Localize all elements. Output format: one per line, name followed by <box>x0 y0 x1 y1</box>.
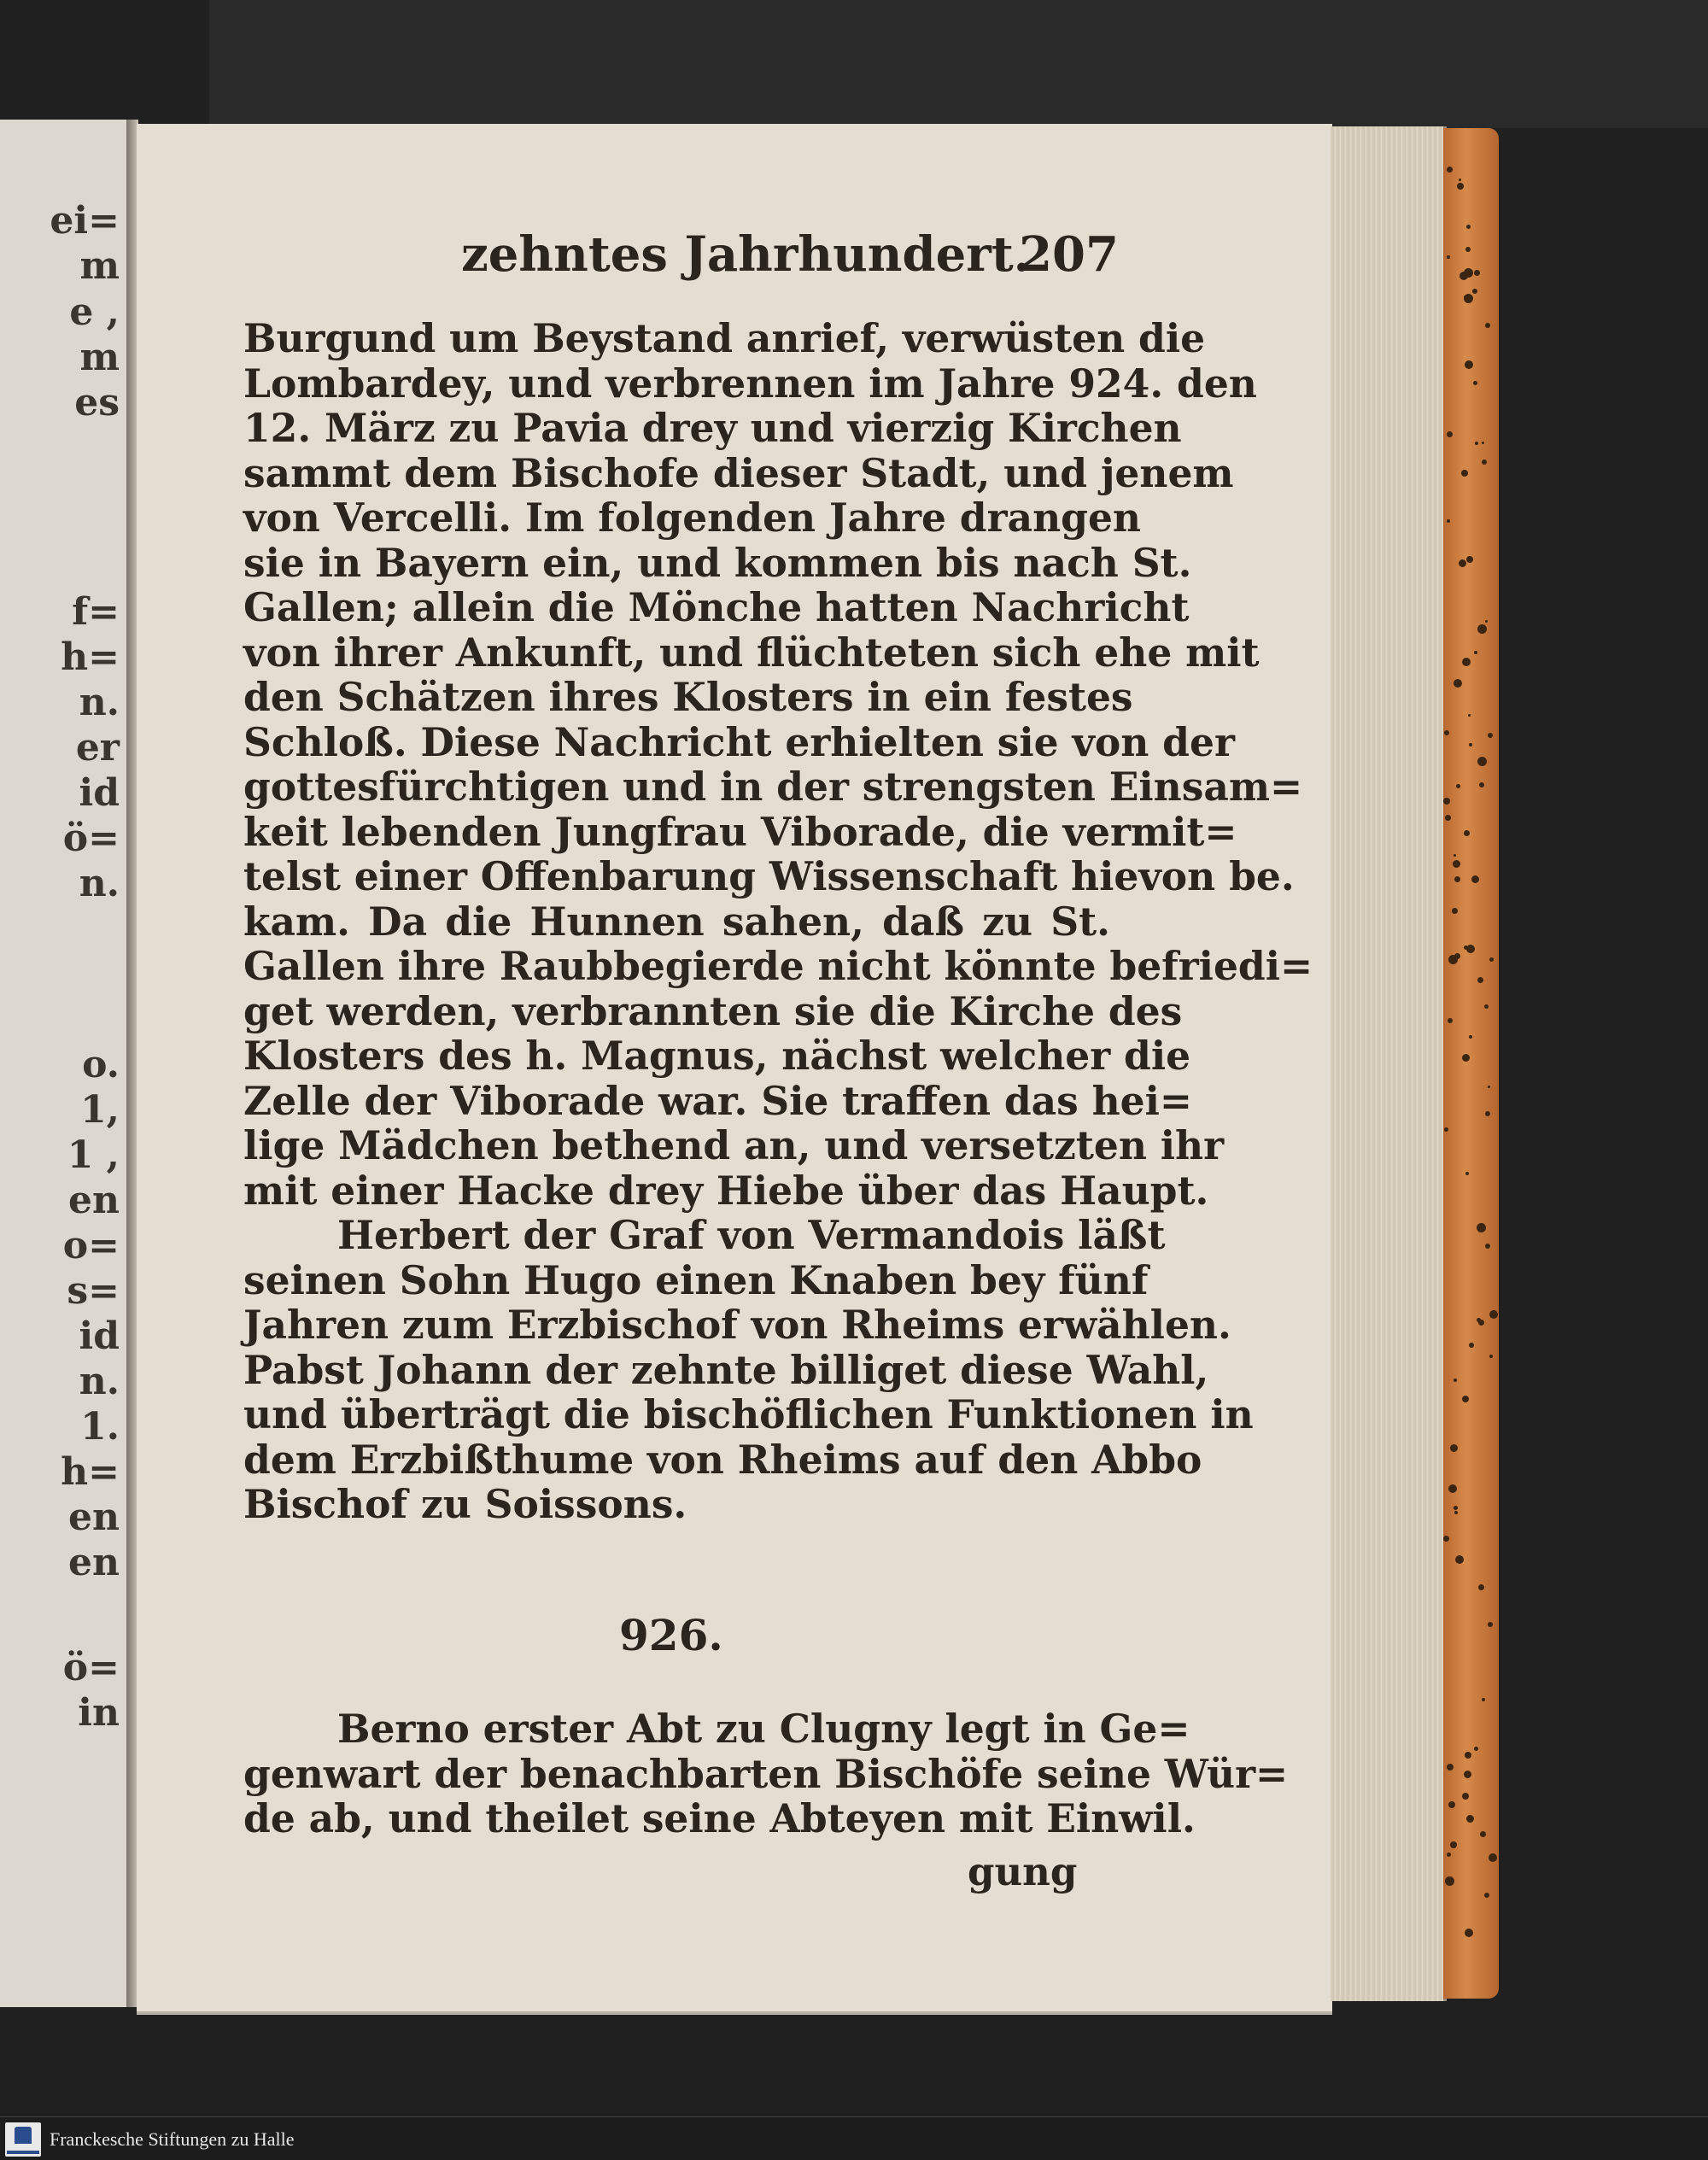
left-page-fragment: en <box>68 1496 120 1539</box>
cover-speckle <box>1447 1764 1454 1771</box>
cover-speckle <box>1488 1086 1490 1088</box>
body-text <box>243 315 1313 1527</box>
left-page-fragment: m <box>79 336 120 379</box>
text-line: Zelle der Viborade war. Sie traffen das hei= <box>243 1077 1193 1124</box>
cover-speckle <box>1443 798 1450 805</box>
cover-speckle <box>1489 1853 1497 1862</box>
cover-speckle <box>1455 1555 1464 1564</box>
cover-speckle <box>1485 1244 1490 1249</box>
cover-speckle <box>1454 1379 1457 1382</box>
cover-speckle <box>1447 1853 1451 1857</box>
text-line: lige Mädchen bethend an, und versetzten ihr <box>243 1122 1225 1168</box>
cover-speckle <box>1465 360 1473 369</box>
cover-speckle <box>1480 1831 1486 1837</box>
cover-speckle <box>1452 908 1458 914</box>
cover-speckle <box>1478 1584 1484 1590</box>
cover-speckle <box>1477 757 1487 766</box>
cover-speckle <box>1447 167 1453 173</box>
text-line: den Schätzen ihres Klosters in ein festes <box>243 674 1133 720</box>
cover-speckle <box>1474 651 1477 654</box>
cover-speckle <box>1469 743 1472 746</box>
text-line: von Vercelli. Im folgenden Jahre drangen <box>243 495 1141 541</box>
cover-speckle <box>1456 784 1460 788</box>
left-page-fragment: f= <box>72 590 120 634</box>
cover-speckle <box>1489 1355 1493 1358</box>
text-line: de ab, und theilet seine Abteyen mit Einwil. <box>243 1795 1196 1841</box>
text-line: Gallen; allein die Mönche hatten Nachricht <box>243 584 1190 630</box>
cover-speckle <box>1477 977 1483 983</box>
text-line: gottesfürchtigen und in der strengsten Einsam= <box>243 764 1303 810</box>
cover-speckle <box>1462 1054 1470 1062</box>
left-page-fragment: 1. <box>80 1405 120 1449</box>
year-heading: 926. <box>619 1610 723 1660</box>
cover-speckle <box>1445 1876 1454 1886</box>
text-line: seinen Sohn Hugo einen Knaben bey fünf <box>243 1256 1149 1303</box>
book-cover-edge <box>1443 128 1499 1999</box>
cover-speckle <box>1472 289 1477 294</box>
text-line: 12. März zu Pavia drey und vierzig Kirchen <box>243 405 1182 451</box>
left-page-fragment: ö= <box>62 1646 120 1689</box>
cover-speckle <box>1465 247 1471 252</box>
left-page-fragment: s= <box>67 1269 120 1313</box>
cover-speckle <box>1489 957 1494 962</box>
left-page-fragment: h= <box>61 635 120 679</box>
cover-speckle <box>1447 431 1453 437</box>
left-page-fragment: ei= <box>50 199 120 243</box>
left-page-fragment: o. <box>82 1043 120 1086</box>
cover-speckle <box>1462 1793 1469 1800</box>
catchword: gung <box>968 1849 1078 1894</box>
cover-speckle <box>1443 1536 1449 1542</box>
text-line: genwart der benachbarten Bischöfe seine Wür= <box>243 1750 1289 1797</box>
cover-speckle <box>1464 830 1470 836</box>
cover-speckle <box>1465 1752 1471 1759</box>
text-line: von ihrer Ankunft, und flüchteten sich ehe mit <box>243 629 1260 676</box>
background-shadow <box>209 0 1708 128</box>
left-page-fragment: ö= <box>62 817 120 860</box>
cover-speckle <box>1459 179 1461 181</box>
cover-speckle <box>1475 442 1478 445</box>
cover-speckle <box>1466 1815 1474 1823</box>
cover-speckle <box>1462 1396 1469 1402</box>
header-title: zehntes Jahrhundert. <box>461 226 1031 283</box>
text-line: Lombardey, und verbrennen im Jahre 924. den <box>243 360 1257 407</box>
left-page-fragment: o= <box>62 1224 120 1267</box>
text-line: mit einer Hacke drey Hiebe über das Haupt. <box>243 1167 1209 1214</box>
cover-speckle <box>1466 225 1471 229</box>
left-page-fragment: id <box>79 1314 120 1358</box>
left-page-fragment: 1, <box>80 1088 120 1132</box>
left-page-fragment: es <box>74 381 120 424</box>
text-line: telst einer Offenbarung Wissenschaft hievon be. <box>243 853 1295 899</box>
footer-institution: Franckesche Stiftungen zu Halle <box>50 2128 295 2150</box>
cover-speckle <box>1488 733 1493 738</box>
left-page-fragment: n. <box>79 1360 120 1403</box>
cover-speckle <box>1464 268 1473 278</box>
left-page-fragment: n. <box>79 681 120 724</box>
running-header <box>461 226 1119 290</box>
cover-speckle <box>1447 255 1450 259</box>
cover-speckle <box>1484 1004 1489 1009</box>
cover-speckle <box>1488 1622 1493 1627</box>
cover-speckle <box>1454 876 1460 882</box>
cover-speckle <box>1468 714 1471 717</box>
left-page-fragment: id <box>79 771 120 815</box>
cover-speckle <box>1448 955 1458 964</box>
text-line: sammt dem Bischofe dieser Stadt, und jenem <box>243 449 1234 496</box>
cover-speckle <box>1485 620 1488 623</box>
cover-speckle <box>1479 782 1484 787</box>
cover-speckle <box>1444 1127 1448 1132</box>
cover-speckle <box>1484 1893 1489 1898</box>
text-line: Klosters des h. Magnus, nächst welcher die <box>243 1033 1191 1079</box>
left-page-fragment: er <box>75 726 120 770</box>
page-edges <box>1331 126 1447 2001</box>
cover-speckle <box>1485 323 1490 328</box>
body-text-continued <box>243 1706 1289 1841</box>
cover-speckle <box>1447 519 1450 523</box>
cover-speckle <box>1482 1698 1485 1701</box>
cover-speckle <box>1454 1511 1458 1514</box>
text-line: kam. Da die Hunnen sahen, daß zu St. <box>243 898 1110 945</box>
page-number: 207 <box>1019 226 1119 283</box>
left-page-fragment: m <box>79 244 120 288</box>
cover-speckle <box>1454 679 1462 688</box>
text-line: Schloß. Diese Nachricht erhielten sie von der <box>243 718 1235 765</box>
cover-speckle <box>1464 945 1468 950</box>
cover-speckle <box>1482 442 1484 444</box>
cover-speckle <box>1465 1172 1469 1175</box>
text-line: dem Erzbißthume von Rheims auf den Abbo <box>243 1436 1202 1483</box>
cover-speckle <box>1448 1484 1457 1493</box>
cover-speckle <box>1461 470 1468 477</box>
cover-speckle <box>1462 658 1471 666</box>
text-line: get werden, verbrannten sie die Kirche des <box>243 987 1183 1034</box>
cover-speckle <box>1454 854 1456 857</box>
cover-speckle <box>1473 381 1477 385</box>
cover-speckle <box>1474 1747 1478 1751</box>
footer-bar <box>0 2116 1708 2160</box>
cover-speckle <box>1482 460 1487 465</box>
cover-speckle <box>1465 1929 1473 1937</box>
cover-speckle <box>1448 1801 1455 1808</box>
cover-speckle <box>1471 875 1479 883</box>
left-page-fragment: in <box>78 1691 120 1735</box>
left-page-fragment: 1 , <box>67 1133 120 1177</box>
left-page-fragment: n. <box>79 862 120 905</box>
cover-speckle <box>1469 1035 1472 1039</box>
cover-speckle <box>1466 556 1473 563</box>
left-page-fragment: en <box>68 1541 120 1584</box>
cover-speckle <box>1450 1444 1458 1452</box>
cover-speckle <box>1477 1318 1481 1322</box>
left-page-fragment: en <box>68 1179 120 1222</box>
cover-speckle <box>1457 183 1464 190</box>
cover-speckle <box>1444 730 1449 735</box>
cover-speckle <box>1477 1223 1486 1232</box>
text-line: und überträgt die bischöflichen Funktionen in <box>243 1391 1254 1437</box>
cover-speckle <box>1477 624 1487 634</box>
cover-speckle <box>1445 815 1451 821</box>
text-line: Pabst Johann der zehnte billiget diese Wahl, <box>243 1346 1209 1393</box>
cover-speckle <box>1459 559 1466 567</box>
text-line: Jahren zum Erzbischof von Rheims erwählen. <box>243 1302 1231 1348</box>
cover-speckle <box>1485 1111 1490 1116</box>
left-page-fragment: e , <box>69 290 120 334</box>
cover-speckle <box>1464 1771 1471 1778</box>
text-line: keit lebenden Jungfrau Viborade, die vermit= <box>243 808 1237 855</box>
text-line: Gallen ihre Raubbegierde nicht könnte befriedi= <box>243 943 1313 989</box>
left-page-fragment: h= <box>61 1450 120 1494</box>
cover-speckle <box>1454 1506 1458 1510</box>
cover-speckle <box>1464 294 1473 303</box>
text-line: sie in Bayern ein, und kommen bis nach St. <box>243 539 1192 586</box>
cover-speckle <box>1453 860 1460 868</box>
cover-speckle <box>1474 270 1480 276</box>
text-line: Herbert der Graf von Vermandois läßt <box>337 1212 1166 1258</box>
cover-speckle <box>1448 1018 1453 1023</box>
institution-logo-icon <box>5 2122 41 2157</box>
left-page <box>0 120 130 2007</box>
text-line: Bischof zu Soissons. <box>243 1481 687 1527</box>
cover-speckle <box>1469 1343 1474 1348</box>
cover-speckle <box>1489 1310 1498 1319</box>
text-line: Burgund um Beystand anrief, verwüsten die <box>243 315 1206 361</box>
cover-speckle <box>1450 1841 1457 1848</box>
text-line: Berno erster Abt zu Clugny legt in Ge= <box>337 1706 1190 1752</box>
